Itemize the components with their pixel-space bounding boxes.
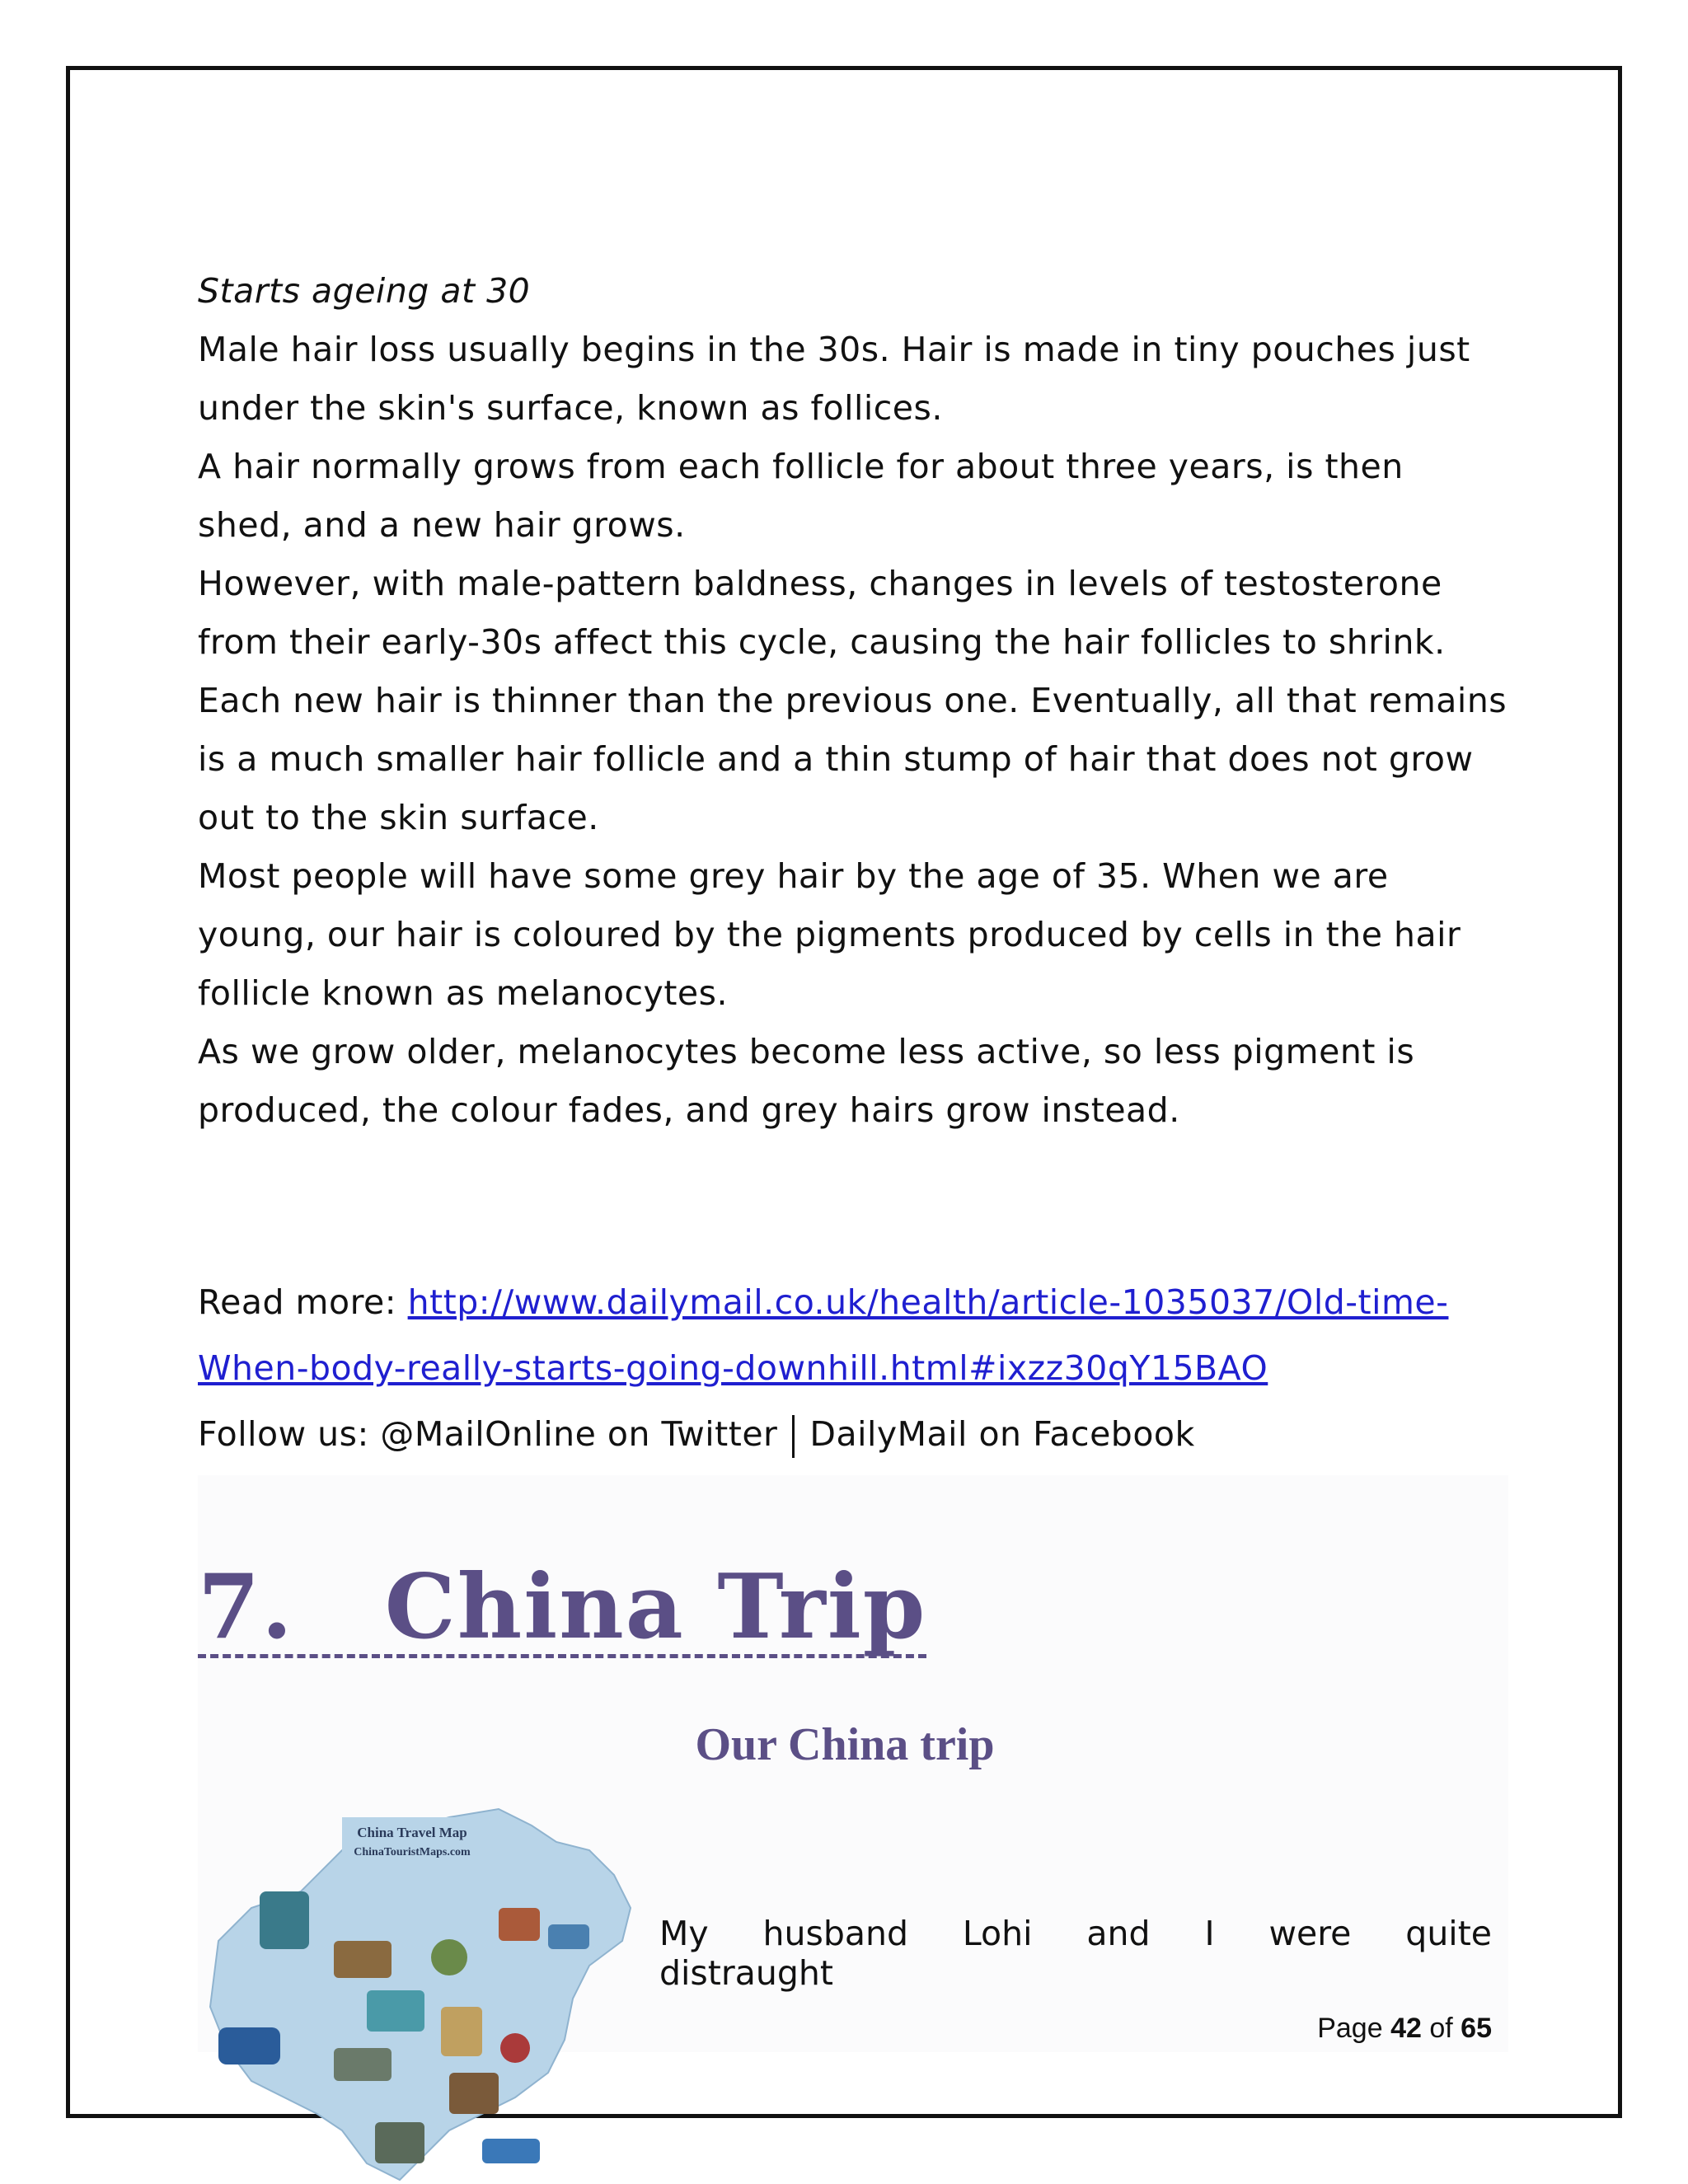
article-paragraph: Male hair loss usually begins in the 30s. Hair is made in tiny pouches just under the skin's surface, known as follices. — [198, 330, 1470, 428]
read-more-link[interactable]: http://www.dailymail.co.uk/health/article-1035037/Old-time-When-body-really-starts-going-downhill.html#ixzz30qY15BAO — [198, 1282, 1449, 1388]
separator — [792, 1415, 795, 1458]
section-title: China Trip — [384, 1555, 927, 1659]
read-more-block — [198, 1269, 1525, 1467]
total-pages: 65 — [1461, 2013, 1492, 2044]
article-subheading: Starts ageing at 30 — [198, 271, 531, 311]
page-footer — [1236, 2013, 1492, 2045]
map-photo — [499, 1908, 540, 1941]
article-paragraph: As we grow older, melanocytes become less active, so less pigment is produced, the colour fades, and grey hairs grow instead. — [198, 1032, 1415, 1130]
section-subtitle: Our China trip — [695, 1719, 995, 1770]
follow-facebook: DailyMail on Facebook — [809, 1414, 1195, 1454]
article-paragraph: Each new hair is thinner than the previous one. Eventually, all that remains is a much smaller hair follicle and a thin stump of hair that does not grow out to the skin surface. — [198, 681, 1507, 837]
follow-twitter: Follow us: @MailOnline on Twitter — [198, 1414, 778, 1454]
page-number: 42 — [1390, 2013, 1422, 2044]
map-photo — [548, 1924, 589, 1949]
article-body — [198, 262, 1508, 1140]
follow-line — [198, 1401, 1525, 1467]
read-more-label: Read more: — [198, 1282, 408, 1322]
map-photo — [431, 1939, 467, 1975]
map-photo — [334, 1941, 392, 1978]
section-intro: My husband Lohi and I were quite distraught — [659, 1914, 1492, 1993]
map-title: China Travel Map — [357, 1825, 467, 1840]
article-paragraph: However, with male-pattern baldness, changes in levels of testosterone from their early-30s affect this cycle, causing the hair follicles to shrink. — [198, 564, 1446, 662]
of-label: of — [1429, 2013, 1453, 2044]
map-photo — [441, 2007, 482, 2056]
map-photo — [482, 2139, 540, 2163]
read-more-line — [198, 1269, 1525, 1401]
map-photo — [260, 1891, 309, 1949]
article-paragraph: Most people will have some grey hair by the age of 35. When we are young, our hair is coloured by the pigments produced by cells in the hair follicle known as melanocytes. — [198, 856, 1461, 1013]
map-site: ChinaTouristMaps.com — [354, 1846, 471, 1858]
map-photo — [500, 2033, 530, 2063]
map-photo — [449, 2073, 499, 2114]
map-photo — [367, 1990, 424, 2032]
page-label: Page — [1317, 2013, 1383, 2044]
map-photo — [375, 2122, 424, 2163]
section-number: 7. — [198, 1555, 294, 1659]
china-travel-map-image — [202, 1801, 647, 2184]
map-photo — [218, 2027, 280, 2064]
article-paragraph: A hair normally grows from each follicle for about three years, is then shed, and a new hair grows. — [198, 447, 1404, 545]
section-heading — [198, 1555, 927, 1659]
map-photo — [334, 2048, 392, 2081]
